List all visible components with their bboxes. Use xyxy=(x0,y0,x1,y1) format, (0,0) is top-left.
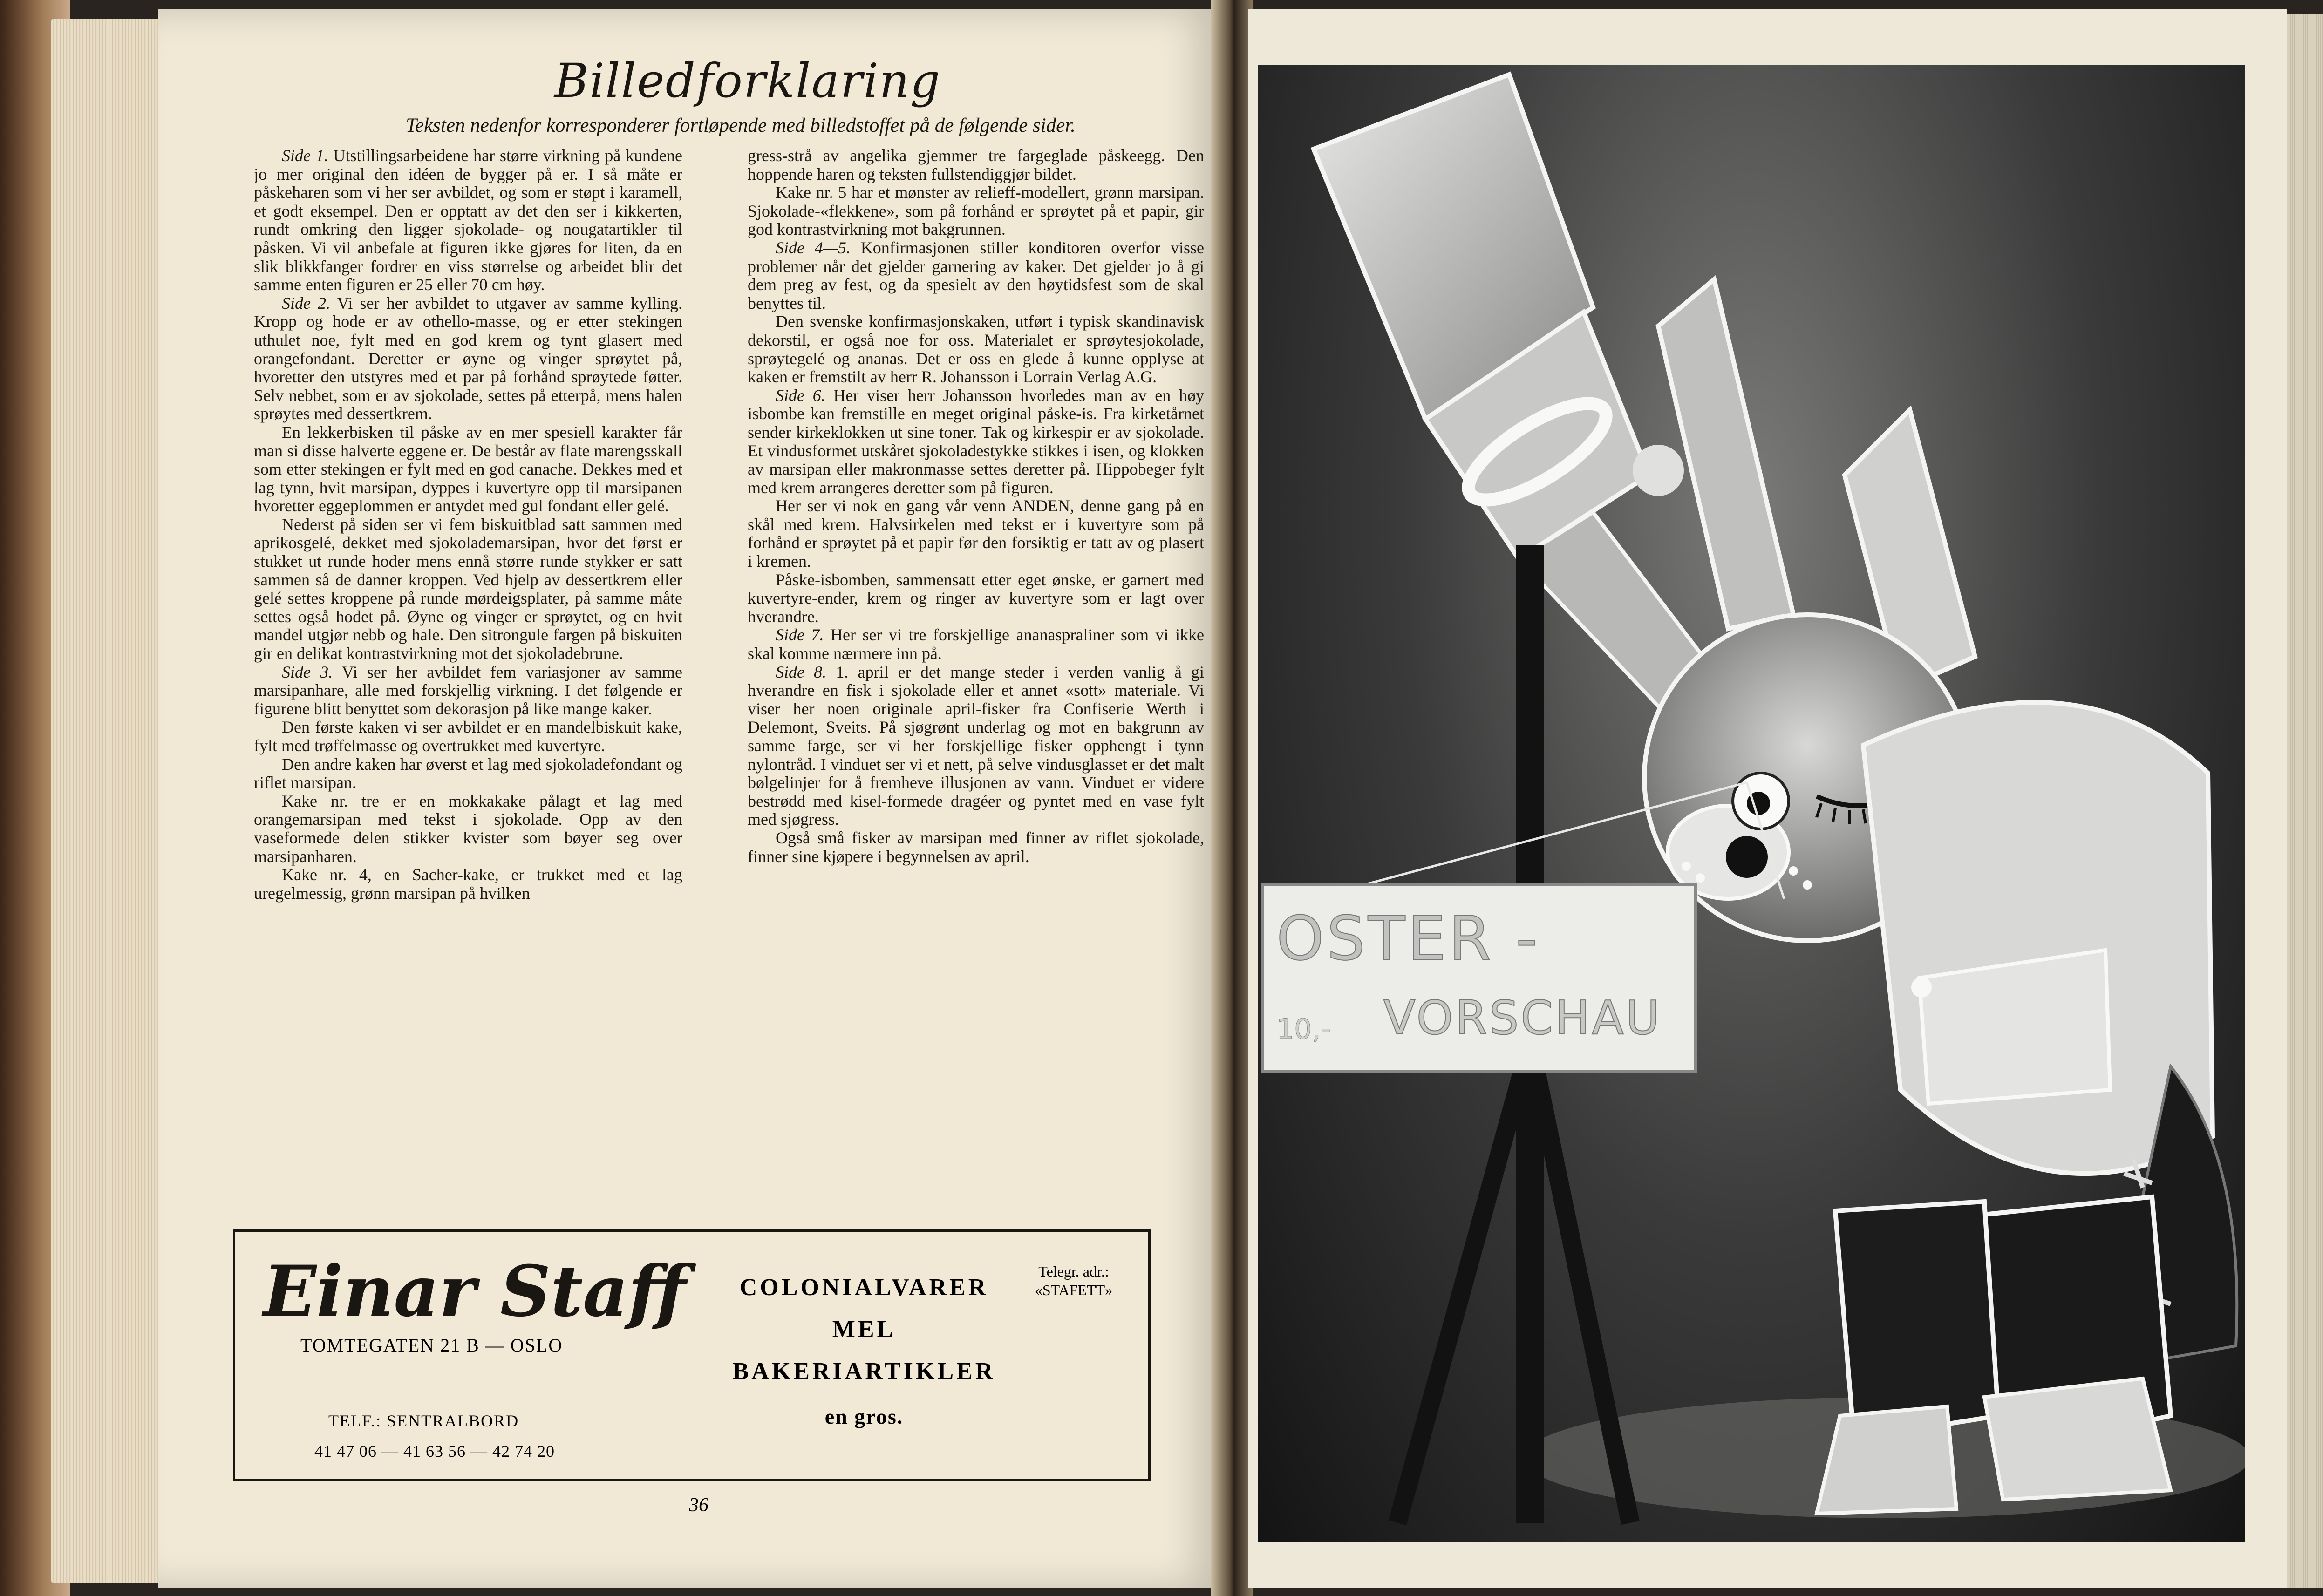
paragraph xyxy=(254,866,682,903)
paragraph-lead: Side 2. xyxy=(282,293,331,312)
paragraph xyxy=(254,755,682,792)
paragraph-text: En lekkerbisken til påske av en mer spesiell karakter får man si disse halverte eggene er. De består av flate marengsskall som etter stekingen er fylt med en god canache. Dekkes med et lag tynn, hvit marsipan, dyppes i kuvertyre opp til marsipanen hvoretter eggeplommen er antydet med gul fondant eller gelé. xyxy=(254,422,682,516)
paragraph xyxy=(748,312,1204,386)
paragraph xyxy=(254,147,682,294)
ad-product-bakeriartikler: BAKERIARTIKLER xyxy=(732,1358,996,1385)
telegram-label: Telegr. adr.: xyxy=(1038,1263,1109,1280)
page-title: Billedforklaring xyxy=(554,54,941,108)
easter-bunny-photo xyxy=(1258,65,2245,1542)
paragraph xyxy=(748,829,1204,866)
paragraph xyxy=(254,294,682,423)
paragraph-lead: Side 7. xyxy=(776,625,824,645)
paragraph-lead: Side 8. xyxy=(776,662,827,681)
paragraph xyxy=(748,626,1204,663)
paragraph-text: gress-strå av angelika gjemmer tre fargeglade påskeegg. Den hoppende haren og teksten fullstendiggjør bildet. xyxy=(748,147,1204,183)
page-number: 36 xyxy=(689,1494,708,1516)
paragraph xyxy=(748,183,1204,239)
ad-product-mel: MEL xyxy=(832,1316,896,1343)
paragraph-text: Den svenske konfirmasjonskaken, utført i typisk skandinavisk dekorstil, er også noe for oss. Materialet er sprøytesjokolade, sprøytegelé og ananas. Det er oss en glede å kunne opplyse at kaken er fremstilt av herr R. Johansson i Lorrain Verlag A.G. xyxy=(748,312,1204,387)
bunny-arm xyxy=(1919,950,2110,1104)
ad-engros: en gros. xyxy=(824,1405,904,1428)
advertiser-tel-label: TELF.: SENTRALBORD xyxy=(328,1412,519,1430)
paragraph-text: Den første kaken vi ser avbildet er en mandelbiskuit kake, fylt med trøffelmasse og overtrukket med kuvertyre. xyxy=(254,718,682,755)
paragraph-text: Også små fisker av marsipan med finner av riflet sjokolade, finner sine kjøpere i begynnelsen av april. xyxy=(748,828,1204,866)
paragraph-lead: Side 6. xyxy=(776,386,825,405)
bunny-boot-left xyxy=(1817,1406,1956,1514)
bunny-ear-left xyxy=(1658,279,1793,629)
paragraph-text: Kake nr. tre er en mokkakake pålagt et lag med orangemarsipan med tekst i sjokolade. Opp av den vaseformede delen stikker kvister som bøyer seg over marsipanharen. xyxy=(254,791,682,866)
bunny-illustration xyxy=(1258,65,2245,1542)
text-column-left xyxy=(254,147,682,1218)
paragraph-text: Utstillingsarbeidene har større virkning på kundene jo mer original den idéen de bygger på er. I så måte er påskeharen som vi her ser avbildet, og som er støpt i karamell, et godt eksempel. Den er opptatt av det den ser i kikkerten, rundt omkring den ligger sjokolade- og nougatartikler til påsken. Vi vil anbefale at figuren ikke gjøres for liten, da en slik blikkfanger fordrer en viss størrelse og arbeidet blir det samme enten figuren er 25 eller 70 cm høy. xyxy=(254,147,682,294)
paragraph-lead: Side 1. xyxy=(282,147,328,165)
paragraph-text: Her ser vi tre forskjellige ananaspraliner som vi ikke skal komme nærmere inn på. xyxy=(748,625,1204,663)
paragraph xyxy=(748,663,1204,829)
paragraph xyxy=(254,423,682,516)
bunny-body xyxy=(1863,702,2213,1174)
telescope-knob xyxy=(1633,445,1684,496)
telegram-address: «STAFETT» xyxy=(1035,1282,1113,1298)
paragraph xyxy=(254,516,682,663)
paragraph xyxy=(748,387,1204,497)
paragraph xyxy=(748,239,1204,312)
paragraph xyxy=(254,718,682,755)
paragraph xyxy=(748,571,1204,626)
paragraph-text: Konfirmasjonen stiller konditoren overfor visse problemer når det gjelder garnering av kaker. Det gjelder jo å gi dem preg av fest, og da spesielt av den høytidsfest som de skal benyttes til. xyxy=(748,238,1204,312)
paragraph xyxy=(748,147,1204,183)
paragraph-text: Nederst på siden ser vi fem biskuitblad satt sammen med aprikosgelé, dekket med sjokolademarsipan, hvor det først er stukket ut runde hoder mens ennå større runde stykker er satt sammen så de danner kroppen. Ved hjelp av dessertkrem eller gelé settes kroppene på runde mørdeigsplater, på samme måte settes også hodet på. Øyne og vinger er sprøytet, og en hvit mandel utgjør nebb og hale. Den sitrongule fargen på biskuiten gir en delikat kontrastvirkning mot det sjokoladebrune. xyxy=(254,515,682,663)
paragraph-text: Den andre kaken har øverst et lag med sjokoladefondant og riflet marsipan. xyxy=(254,754,682,792)
bunny-boot-right xyxy=(1984,1379,2171,1500)
page-edges xyxy=(51,19,168,1583)
paragraph xyxy=(748,497,1204,570)
ad-product-colonialvarer: COLONIALVARER xyxy=(739,1274,989,1301)
sign-line-1: OSTER - xyxy=(1276,903,1540,974)
paragraph-lead: Side 4—5. xyxy=(776,238,851,257)
paragraph-text: Påske-isbomben, sammensatt etter eget ønske, er garnert med kuvertyre-ender, krem og ringer av kuvertyre som er lagt over hverandre. xyxy=(748,570,1204,626)
paragraph-text: Kake nr. 4, en Sacher-kake, er trukket med et lag uregelmessig, grønn marsipan på hvilken xyxy=(254,865,682,903)
page-subtitle: Teksten nedenfor korresponderer fortløpende med billedstoffet på de følgende sider. xyxy=(406,115,1076,136)
paragraph-text: Her viser herr Johansson hvorledes man av en høy isbombe kan fremstille en meget original påske-is. Fra kirketårnet sender kirkeklokken ut sine toner. Tak og kirkespir er av sjokolade. Et vindusformet utskåret sjokoladestykke stikkes i isen, og klokken av marsipan eller makronmasse settes deretter på. Hippobeger fylt med krem arrangeres deretter som på figuren. xyxy=(748,386,1204,497)
paragraph-text: 1. april er det mange steder i verden vanlig å gi hverandre en fisk i sjokolade eller et annet «sott» materiale. Vi viser her noen originale april-fisker fra Confiserie Werth i Delemont, Sveits. På sjøgrønt underlag og mot en bakgrunn av samme farge, ser vi her forskjellige fisker opphengt i tynn nylontråd. I vinduet ser vi et nett, på selve vindusglasset er det malt bølgelinjer for å fremheve illusjonen av vann. Vinduet er videre bestrødd med kisel-formede dragéer og pyntet med en vase fylt med sjøgress. xyxy=(748,662,1204,829)
paragraph xyxy=(254,663,682,719)
advertiser-logo: Einar Staff xyxy=(263,1250,686,1332)
paragraph-text: Kake nr. 5 har et mønster av relieff-modellert, grønn marsipan. Sjokolade-«flekkene», som på forhånd er sprøytet på et papir, gir god kontrastvirkning mot bakgrunnen. xyxy=(748,183,1204,239)
right-page-edges xyxy=(2287,14,2323,1588)
advertiser-phones: 41 47 06 — 41 63 56 — 42 74 20 xyxy=(314,1442,555,1460)
paragraph-lead: Side 3. xyxy=(282,662,333,681)
paragraph xyxy=(254,792,682,866)
advertiser-address: TOMTEGATEN 21 B — OSLO xyxy=(300,1335,563,1356)
paragraph-text: Her ser vi nok en gang vår venn ANDEN, denne gang på en skål med krem. Halvsirkelen med tekst er i kuvertyre som på forhånd er sprøytet på et papir før den forsiktig er tatt av og plasert i kremen. xyxy=(748,496,1204,571)
sign-price: 10,- xyxy=(1276,1013,1331,1046)
paragraph-text: Vi ser her avbildet to utgaver av samme kylling. Kropp og hode er av othello-masse, og er etter stekingen uthulet noe, fylt med en god krem og tynt glasert med orangefondant. Deretter er øyne og vinger sprøytet på, hvoretter den utstyres med et par på forhånd sprøytede føtter. Selv nebbet, som er av sjokolade, settes på etterpå, mens halen sprøytes med dessertkrem. xyxy=(254,293,682,423)
sign-line-2: VORSCHAU xyxy=(1383,991,1662,1045)
bunny-leg-left xyxy=(1835,1202,1998,1439)
text-column-right xyxy=(748,147,1204,1227)
bunny-nose xyxy=(1726,836,1768,878)
book-gutter xyxy=(1211,0,1253,1596)
advertiser-telegram xyxy=(1027,1262,1120,1299)
tripod-leg-left xyxy=(1397,1043,1530,1523)
paragraph-text: Vi ser her avbildet fem variasjoner av samme marsipanhare, alle med forskjellig virkning. I det følgende er figurene blitt benyttet som dekorasjon på like mange kaker. xyxy=(254,662,682,718)
advertisement xyxy=(233,1229,1151,1481)
